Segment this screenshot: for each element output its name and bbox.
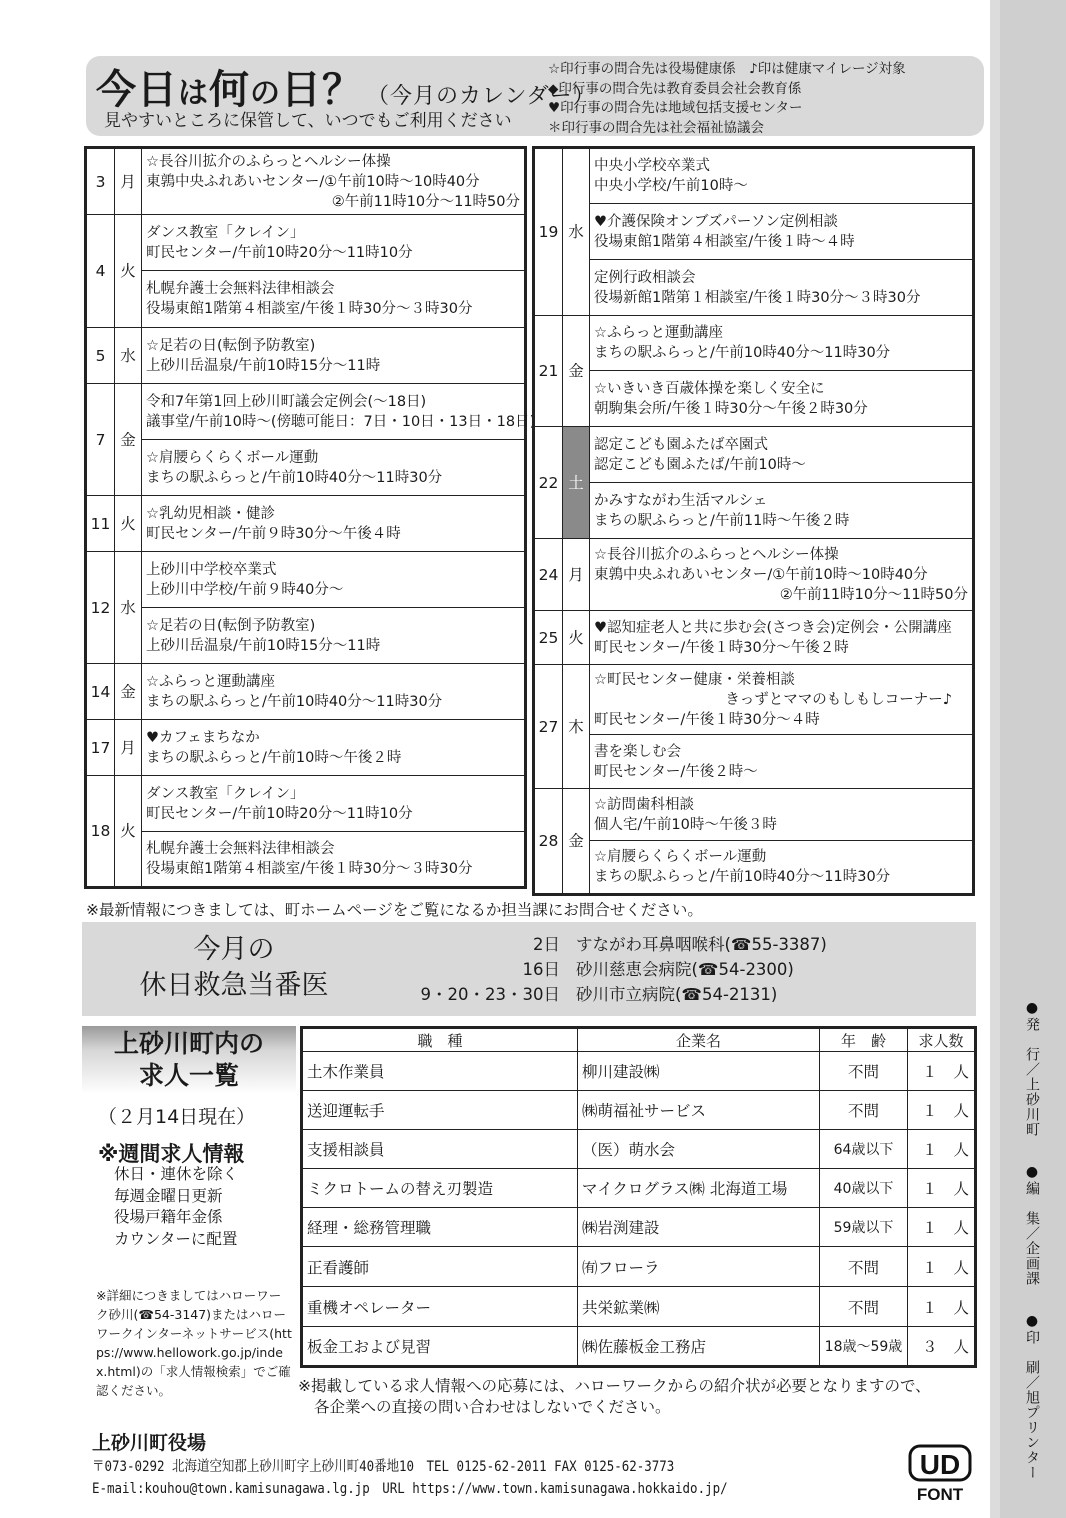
weekday: 土 [563, 427, 590, 539]
day-number: 18 [86, 776, 115, 888]
weekday: 月 [115, 720, 142, 776]
event-detail: 上砂川中学校/午前９時40分～ [146, 581, 344, 598]
event-title: ☆長谷川拡介のふらっとヘルシー体操 [594, 546, 839, 563]
event-detail: まちの駅ふらっと/午前10時40分～11時30分 [146, 693, 443, 710]
emergency-row [420, 982, 827, 1007]
event-cell [142, 384, 536, 440]
calendar-row [86, 384, 526, 440]
job-type: 送迎運転手 [302, 1091, 578, 1130]
event-detail: まちの駅ふらっと/午前11時～午後２時 [594, 512, 850, 529]
event-detail: 町民センター/午後１時30分～午後２時 [594, 639, 849, 656]
event-cell [590, 539, 974, 611]
day-number: 17 [86, 720, 115, 776]
calendar-row [86, 440, 526, 496]
job-company: ㈱岩渕建設 [578, 1208, 820, 1247]
event-title: ☆いきいき百歳体操を楽しく安全に [594, 380, 825, 397]
event-title: ☆町民センター健康・栄養相談 [594, 671, 795, 688]
event-title: ダンス教室「クレイン」 [146, 224, 305, 241]
event-detail: 町民センター/午後２時～ [594, 763, 758, 780]
event-cell [142, 215, 526, 271]
emergency-clinic: 砂川市立病院(☎54-2131) [576, 985, 778, 1004]
event-detail: 上砂川岳温泉/午前10時15分～11時 [146, 357, 381, 374]
calendar-row [86, 215, 526, 271]
event-cell [590, 427, 974, 483]
calendar-row [86, 832, 526, 888]
day-number: 11 [86, 496, 115, 552]
emergency-row [420, 932, 827, 957]
job-row [302, 1208, 976, 1247]
job-company: （医）萌水会 [578, 1130, 820, 1169]
emergency-clinic: すながわ耳鼻咽喉科(☎55-3387) [576, 935, 827, 954]
event-detail: 議事堂/午前10時～(傍聴可能日：7日・10日・13日・18日) [146, 413, 536, 430]
event-cell [142, 664, 526, 720]
job-age: 不問 [820, 1247, 908, 1287]
jobs-as-of: （２月14日現在） [98, 1106, 256, 1128]
job-company: ㈲フローラ [578, 1247, 820, 1287]
legend [548, 60, 906, 138]
event-detail: 個人宅/午前10時～午後３時 [594, 816, 777, 833]
emergency-date: 16日 [522, 960, 560, 979]
job-age: 18歳～59歳 [820, 1327, 908, 1367]
job-count: １人 [908, 1247, 976, 1287]
emergency-date: 2日 [533, 935, 560, 954]
event-cell [142, 271, 526, 328]
col-header-age: 年 齢 [820, 1028, 908, 1052]
job-count: ３人 [908, 1327, 976, 1367]
event-detail: 上砂川岳温泉/午前10時15分～11時 [146, 637, 381, 654]
calendar-row [534, 665, 974, 735]
event-title: ☆ふらっと運動講座 [594, 325, 723, 341]
job-type: 支援相談員 [302, 1130, 578, 1169]
page-title: 今日は何の日？ （今月のカレンダー） [96, 67, 596, 113]
event-cell [142, 148, 526, 215]
event-cell [590, 735, 974, 789]
event-cell [142, 608, 526, 664]
event-cell [142, 720, 526, 776]
weekday: 金 [563, 316, 590, 427]
job-count: １人 [908, 1052, 976, 1091]
event-title: 中央小学校卒業式 [594, 158, 710, 174]
job-company: 共栄鉱業㈱ [578, 1287, 820, 1327]
weekday: 木 [563, 665, 590, 789]
calendar-row [86, 664, 526, 720]
event-title: 認定こども園ふたば卒園式 [594, 436, 768, 453]
emergency-clinic: 砂川慈恵会病院(☎54-2300) [576, 960, 794, 979]
event-title: ☆足若の日(転倒予防教室) [146, 337, 316, 354]
job-count: １人 [908, 1091, 976, 1130]
job-type: ミクロトームの替え刃製造 [302, 1169, 578, 1208]
emergency-row [420, 957, 827, 982]
emergency-list [420, 932, 827, 1007]
event-cell [142, 776, 526, 832]
job-count: １人 [908, 1169, 976, 1208]
event-title: ♥介護保険オンブズパーソン定例相談 [594, 213, 838, 230]
weekly-line: カウンターに配置 [114, 1229, 238, 1248]
job-row [302, 1052, 976, 1091]
event-detail-extra: ②午前11時10分～11時50分 [331, 193, 520, 210]
job-type: 正看護師 [302, 1247, 578, 1287]
event-cell [142, 552, 526, 608]
calendar-row [534, 204, 974, 260]
event-cell [142, 496, 526, 552]
calendar-row [534, 148, 974, 204]
event-title: 上砂川中学校卒業式 [146, 561, 277, 578]
job-age: 64歳以下 [820, 1130, 908, 1169]
day-number: 24 [534, 539, 563, 611]
event-detail-extra: ②午前11時10分～11時50分 [779, 586, 968, 603]
calendar-row [534, 316, 974, 371]
event-title: 書を楽しむ会 [594, 743, 681, 760]
calendar-row [534, 483, 974, 539]
event-detail: 中央小学校/午前10時～ [594, 178, 748, 194]
editor-text: ●編 集／企画課 [1024, 1164, 1040, 1286]
event-detail: 東鶉中央ふれあいセンター/①午前10時～10時40分 [594, 566, 928, 583]
calendar-row [534, 611, 974, 665]
event-detail: まちの駅ふらっと/午前10時～午後２時 [146, 749, 402, 766]
weekday: 水 [563, 148, 590, 316]
event-detail: 認定こども園ふたば/午前10時～ [594, 456, 806, 473]
job-company: 柳川建設㈱ [578, 1052, 820, 1091]
event-cell [590, 841, 974, 895]
event-cell [590, 260, 974, 316]
day-number: 25 [534, 611, 563, 665]
event-title: 札幌弁護士会無料法律相談会 [146, 281, 335, 297]
calendar-row [86, 776, 526, 832]
day-number: 3 [86, 148, 115, 215]
weekday: 金 [563, 789, 590, 895]
weekday: 火 [115, 215, 142, 328]
legend-item: ☆印行事の問合先は役場健康係 ♪印は健康マイレージ対象 [548, 61, 906, 77]
weekly-line: 毎週金曜日更新 [114, 1186, 223, 1205]
job-age: 59歳以下 [820, 1208, 908, 1247]
legend-item: ◆印行事の問合先は教育委員会社会教育係 [548, 80, 802, 97]
job-age: 不問 [820, 1287, 908, 1327]
ud-logo-top: UD [919, 1449, 961, 1480]
event-title: ☆乳幼児相談・健診 [146, 505, 275, 522]
event-cell [142, 832, 526, 888]
event-detail: 町民センター/午前10時20分～11時10分 [146, 805, 413, 822]
ud-logo-bottom: FONT [916, 1485, 964, 1504]
job-row [302, 1247, 976, 1287]
job-age: 40歳以下 [820, 1169, 908, 1208]
calendar-left [84, 146, 536, 889]
calendar-row [534, 260, 974, 316]
job-row [302, 1130, 976, 1169]
calendar-row [534, 539, 974, 611]
event-subtitle: きっずとママのもしもしコーナー♪ [725, 691, 952, 708]
event-detail: 東鶉中央ふれあいセンター/①午前10時～10時40分 [146, 173, 480, 190]
job-count: １人 [908, 1287, 976, 1327]
publication-info [1018, 1000, 1040, 1480]
event-title: ☆ふらっと運動講座 [146, 673, 275, 690]
emergency-title: 今月の 休日救急当番医 [139, 934, 329, 1001]
job-age: 不問 [820, 1052, 908, 1091]
jobs-table [300, 1026, 986, 1368]
event-detail: 役場東館1階第４相談室/午後１時30分～３時30分 [146, 301, 473, 317]
page-subtitle: 見やすいところに保管して、いつでもご利用ください [104, 111, 512, 131]
weekly-line: 休日・連休を除く [114, 1165, 239, 1183]
event-cell [590, 483, 974, 539]
weekday: 金 [115, 384, 142, 496]
day-number: 14 [86, 664, 115, 720]
day-number: 12 [86, 552, 115, 664]
event-title: ☆訪問歯科相談 [594, 796, 694, 813]
calendar-row [86, 271, 526, 328]
printer-text: ●印 刷／旭プリンター [1024, 1313, 1040, 1480]
weekday: 月 [115, 148, 142, 215]
event-title: 札幌弁護士会無料法律相談会 [146, 841, 335, 857]
job-row [302, 1327, 976, 1367]
calendar-row [534, 735, 974, 789]
calendar-row [86, 608, 526, 664]
calendar-row [534, 371, 974, 427]
jobs-header-row [302, 1028, 976, 1052]
day-number: 19 [534, 148, 563, 316]
weekday: 火 [115, 776, 142, 888]
weekday: 火 [115, 496, 142, 552]
event-title: 令和7年第1回上砂川町議会定例会(～18日) [146, 393, 427, 410]
publisher-text: ●発 行／上砂川町 [1024, 1000, 1040, 1137]
event-detail: 朝駒集会所/午後１時30分～午後２時30分 [594, 400, 868, 417]
calendar-row [86, 148, 526, 215]
weekly-line: 役場戸籍年金係 [114, 1208, 223, 1226]
day-number: 22 [534, 427, 563, 539]
col-header-company: 企業名 [578, 1028, 820, 1052]
ud-font-logo [908, 1444, 972, 1504]
weekday: 金 [115, 664, 142, 720]
event-title: かみすながわ生活マルシェ [594, 492, 768, 509]
calendar-note: ※最新情報につきましては、町ホームページをご覧になるか担当課にお問合せください。 [86, 901, 703, 919]
event-title: ☆足若の日(転倒予防教室) [146, 617, 316, 634]
event-detail: まちの駅ふらっと/午前10時40分～11時30分 [594, 869, 891, 885]
job-company: ㈱萌福祉サービス [578, 1091, 820, 1130]
job-row [302, 1287, 976, 1327]
event-cell [590, 789, 974, 841]
day-number: 5 [86, 328, 115, 384]
event-title: ♥カフェまちなか [146, 729, 260, 746]
job-row [302, 1091, 976, 1130]
col-header-job: 職 種 [302, 1028, 578, 1052]
jobs-weekly-title: ※週間求人情報 [98, 1142, 245, 1166]
event-detail: 役場東館1階第４相談室/午後１時～４時 [594, 233, 855, 250]
job-type: 土木作業員 [302, 1052, 578, 1091]
job-type: 重機オペレーター [302, 1287, 578, 1327]
calendar-row [86, 720, 526, 776]
event-detail: 町民センター/午前９時30分～午後４時 [146, 525, 401, 542]
jobs-title: 上砂川町内の 求人一覧 [113, 1029, 264, 1090]
event-title: ☆長谷川拡介のふらっとヘルシー体操 [146, 153, 391, 170]
event-cell [590, 371, 974, 427]
event-detail: まちの駅ふらっと/午前10時40分～11時30分 [594, 345, 891, 361]
job-type: 板金工および見習 [302, 1327, 578, 1367]
weekday: 火 [563, 611, 590, 665]
day-number: 21 [534, 316, 563, 427]
office-address: 〒073-0292 北海道空知郡上砂川町字上砂川町40番地10 TEL 0125-62-2011 FAX 0125-62-3773 [92, 1459, 675, 1475]
day-number: 7 [86, 384, 115, 496]
day-number: 27 [534, 665, 563, 789]
event-cell [590, 316, 974, 371]
job-age: 不問 [820, 1091, 908, 1130]
job-company: ㈱佐藤板金工務店 [578, 1327, 820, 1367]
day-number: 28 [534, 789, 563, 895]
event-title: ♥認知症老人と共に歩む会(さつき会)定例会・公開講座 [594, 619, 952, 636]
job-type: 経理・総務管理職 [302, 1208, 578, 1247]
event-detail: まちの駅ふらっと/午前10時40分～11時30分 [146, 469, 443, 486]
jobs-detail-note: ※詳細につきましてはハローワーク砂川(☎54-3147)またはハローワークインターネットサービス(https://www.hellowork.go.jp/index.html)の「求人情報検索」でご確認ください。 [96, 1288, 292, 1398]
event-detail: 役場東館1階第４相談室/午後１時30分～３時30分 [146, 861, 473, 877]
event-title: ☆肩腰らくらくボール運動 [594, 849, 767, 865]
weekday: 月 [563, 539, 590, 611]
event-cell [590, 148, 974, 204]
calendar-row [534, 427, 974, 483]
calendar-row [86, 552, 526, 608]
event-cell [590, 611, 974, 665]
legend-item: ♥印行事の問合先は地域包括支援センター [548, 100, 803, 117]
job-count: １人 [908, 1130, 976, 1169]
event-cell [590, 204, 974, 260]
event-cell [590, 665, 974, 735]
event-title: ☆肩腰らくらくボール運動 [146, 449, 319, 466]
calendar-row [534, 789, 974, 841]
col-header-count: 求人数 [908, 1028, 976, 1052]
calendar-row [86, 328, 526, 384]
office-email-url[interactable]: E-mail:kouhou@town.kamisunagawa.lg.jp URL https://www.town.kamisunagawa.hokkaido.jp/ [92, 1481, 728, 1497]
event-detail: 役場新館1階第１相談室/午後１時30分～３時30分 [594, 289, 921, 306]
weekday: 水 [115, 552, 142, 664]
office-name: 上砂川町役場 [92, 1432, 207, 1454]
event-title: 定例行政相談会 [594, 269, 696, 286]
emergency-date: 9・20・23・30日 [420, 985, 560, 1004]
legend-item: ＊印行事の問合先は社会福祉協議会 [548, 119, 764, 136]
calendar-row [534, 841, 974, 895]
weekday: 水 [115, 328, 142, 384]
job-count: １人 [908, 1208, 976, 1247]
job-company: マイクログラス㈱ 北海道工場 [578, 1169, 820, 1208]
calendar-row [86, 496, 526, 552]
jobs-note: ※掲載している求人情報への応募には、ハローワークからの紹介状が必要となりますので、 各企業への直接の問い合わせはしないでください。 [298, 1377, 931, 1416]
event-detail: 町民センター/午前10時20分～11時10分 [146, 244, 413, 261]
job-row [302, 1169, 976, 1208]
jobs-weekly-lines [114, 1164, 238, 1250]
event-cell [142, 440, 526, 496]
office-contact [92, 1456, 728, 1500]
calendar-right [532, 146, 975, 896]
event-detail: 町民センター/午後１時30分～４時 [594, 711, 820, 728]
event-cell [142, 328, 526, 384]
event-title: ダンス教室「クレイン」 [146, 785, 305, 802]
day-number: 4 [86, 215, 115, 328]
